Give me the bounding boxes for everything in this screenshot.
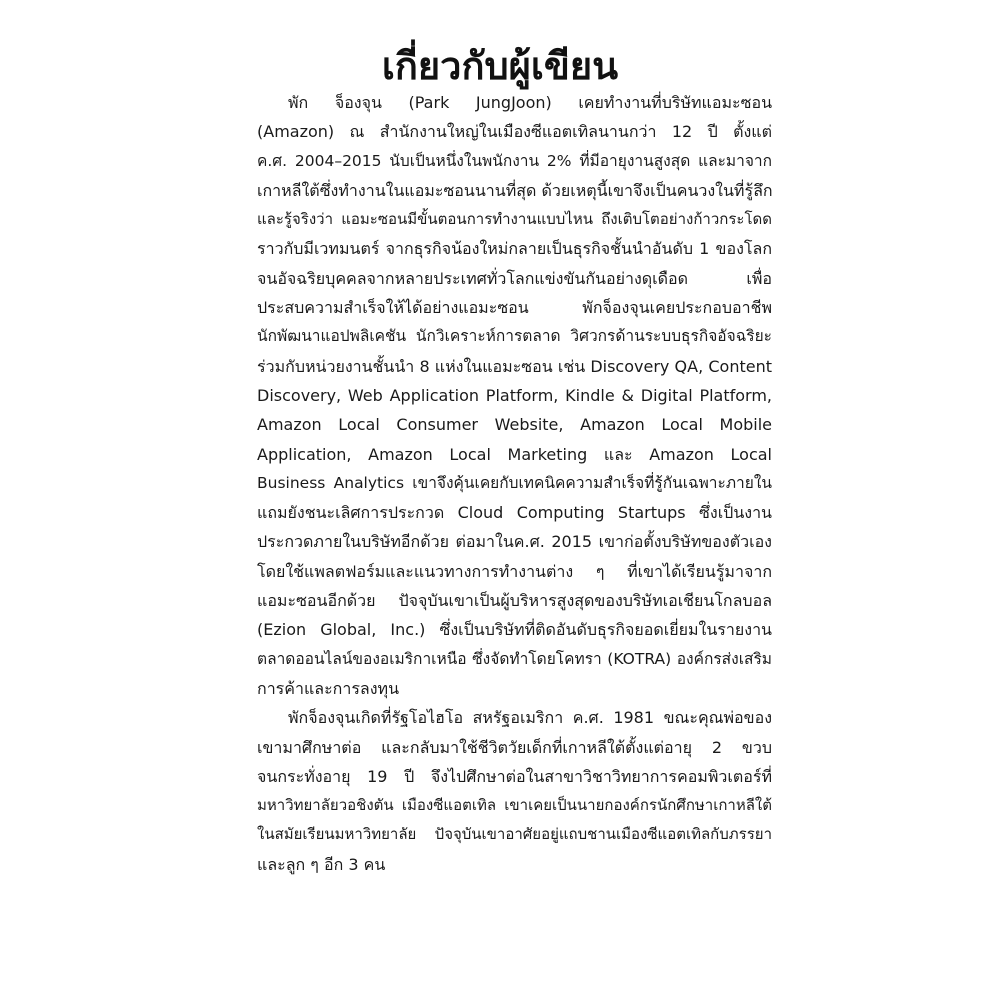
text-line: แถมยังชนะเลิศการประกวด Cloud Computing Startups ซึ่งเป็นงาน [257,503,772,523]
text-line: จนอัจฉริยบุคคลจากหลายประเทศทั่วโลกแข่งขันกันอย่างดุเดือด เพื่อ [257,268,772,288]
text-line: ร่วมกับหน่วยงานชั้นนำ 8 แห่งในแอมะซอน เช่น Discovery QA, Content [257,356,772,376]
author-bio [257,88,772,879]
text-line: เกาหลีใต้ซึ่งทำงานในแอมะซอนนานที่สุด ด้วยเหตุนี้เขาจึงเป็นคนวงในที่รู้ลึก [257,180,773,200]
text-line: ประสบความสำเร็จให้ได้อย่างแอมะซอน พักจ็องจุนเคยประกอบอาชีพ [257,298,772,318]
paragraph-1 [257,88,772,703]
text-line: พัก จ็องจุน (Park JungJoon) เคยทำงานที่บริษัทแอมะซอน [288,93,772,112]
paragraph-2 [257,703,772,879]
text-line: จนกระทั่งอายุ 19 ปี จึงไปศึกษาต่อในสาขาวิชาวิทยาการคอมพิวเตอร์ที่ [257,766,772,786]
text-line: Application, Amazon Local Marketing และ Amazon Local [257,444,772,464]
text-line: มหาวิทยาลัยวอชิงตัน เมืองซีแอตเทิล เขาเคยเป็นนายกองค์กรนักศึกษาเกาหลีใต้ [257,796,772,815]
text-line: และลูก ๆ อีก 3 คน [257,854,386,874]
text-line: ค.ศ. 2004–2015 นับเป็นหนึ่งในพนักงาน 2% ที่มีอายุงานสูงสุด และมาจาก [257,151,772,170]
text-line: แอมะซอนอีกด้วย ปัจจุบันเขาเป็นผู้บริหารสูงสุดของบริษัทเอเชียนโกลบอล [257,591,772,611]
text-line: โดยใช้แพลตฟอร์มและแนวทางการทำงานต่าง ๆ ที่เขาได้เรียนรู้มาจาก [257,561,772,581]
page-title: เกี่ยวกับผู้เขียน [381,44,619,88]
text-line: Discovery, Web Application Platform, Kindle & Digital Platform, [257,385,772,405]
text-line: พักจ็องจุนเกิดที่รัฐโอไฮโอ สหรัฐอเมริกา ค.ศ. 1981 ขณะคุณพ่อของ [288,708,772,728]
text-line: Business Analytics เขาจึงคุ้นเคยกับเทคนิคความสำเร็จที่รู้กันเฉพาะภายใน [257,473,772,492]
text-line: เขามาศึกษาต่อ และกลับมาใช้ชีวิตวัยเด็กที่เกาหลีใต้ตั้งแต่อายุ 2 ขวบ [257,737,772,757]
text-line: (Amazon) ณ สำนักงานใหญ่ในเมืองซีแอตเทิลนานกว่า 12 ปี ตั้งแต่ [257,122,772,142]
text-line: นักพัฒนาแอปพลิเคชัน นักวิเคราะห์การตลาด วิศวกรด้านระบบธุรกิจอัจฉริยะ [257,327,772,346]
text-line: ในสมัยเรียนมหาวิทยาลัย ปัจจุบันเขาอาศัยอยู่แถบชานเมืองซีแอตเทิลกับภรรยา [257,825,772,844]
text-line: Amazon Local Consumer Website, Amazon Local Mobile [257,415,772,435]
text-line: ประกวดภายในบริษัทอีกด้วย ต่อมาในค.ศ. 2015 เขาก่อตั้งบริษัทของตัวเอง [257,532,772,552]
text-line: ราวกับมีเวทมนตร์ จากธุรกิจน้องใหม่กลายเป็นธุรกิจชั้นนำอันดับ 1 ของโลก [257,239,772,259]
text-line: และรู้จริงว่า แอมะซอนมีขั้นตอนการทำงานแบบไหน ถึงเติบโตอย่างก้าวกระโดด [257,210,772,229]
text-line: (Ezion Global, Inc.) ซึ่งเป็นบริษัทที่ติดอันดับธุรกิจยอดเยี่ยมในรายงาน [257,620,772,640]
text-line: ตลาดออนไลน์ของอเมริกาเหนือ ซึ่งจัดทำโดยโคทรา (KOTRA) องค์กรส่งเสริม [257,649,772,668]
text-line: การค้าและการลงทุน [257,678,400,698]
